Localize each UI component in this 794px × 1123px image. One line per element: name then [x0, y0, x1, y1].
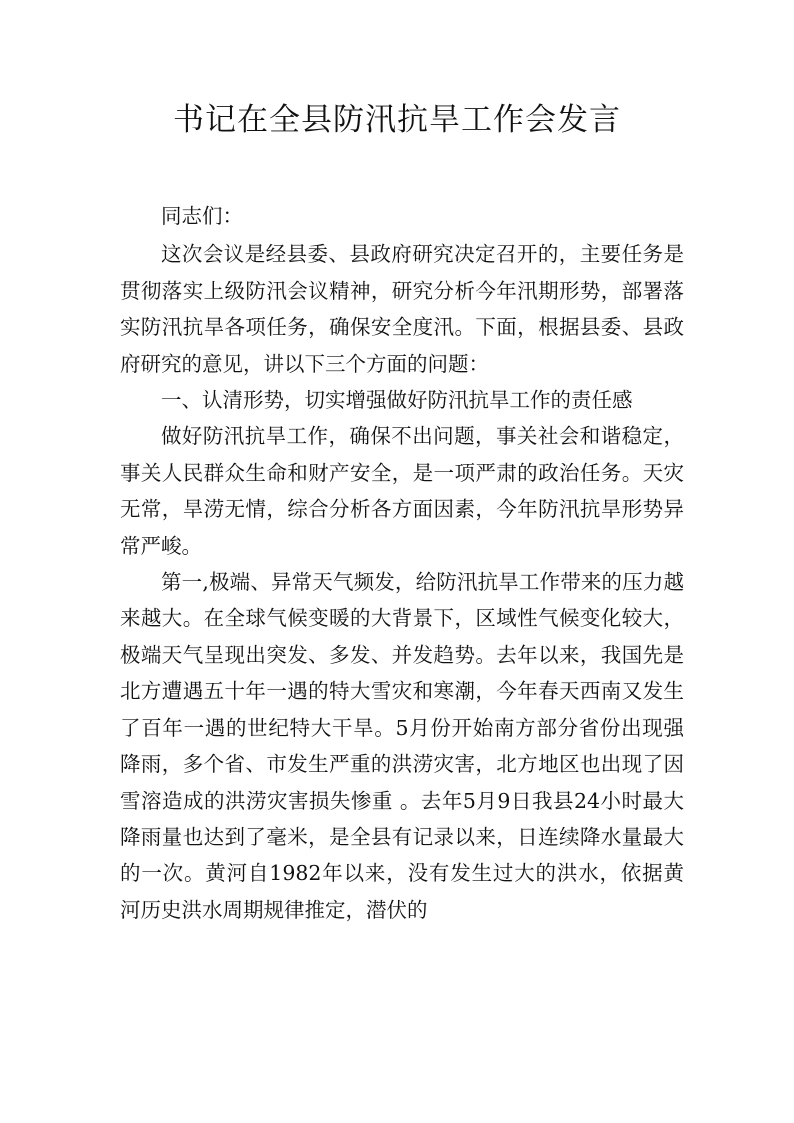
- paragraph-situation: 做好防汛抗旱工作，确保不出问题，事关社会和谐稳定，事关人民群众生命和财产安全，是一项严肃的政治任务。天灾无常，旱涝无情，综合分析各方面因素，今年防汛抗旱形势异常严峻。: [120, 424, 684, 558]
- document-title: 书记在全县防汛抗旱工作会发言: [173, 102, 621, 138]
- paragraph-intro: 这次会议是经县委、县政府研究决定召开的，主要任务是贯彻落实上级防汛会议精神，研究分析今年汛期形势，部署落实防汛抗旱各项任务，确保安全度汛。下面，根据县委、县政府研究的意见，讲以下三个方面的问题：: [120, 242, 684, 376]
- paragraph-point-1: 第一,极端、异常天气频发，给防汛抗旱工作带来的压力越来越大。在全球气候变暖的大背景下，区域性气候变化较大，极端天气呈现出突发、多发、并发趋势。去年以来，我国先是北方遭遇五十年一遇的特大雪灾和寒潮，今年春天西南又发生了百年一遇的世纪特大干旱。5月份开始南方部分省份出现强降雨，多个省、市发生严重的洪涝灾害，北方地区也出现了因雪溶造成的洪涝灾害损失惨重 。去年5月9日我县24小时最大降雨量也达到了毫米，是全县有记录以来，日连续降水量最大的一次。黄河自1982年以来，没有发生过大的洪水，依据黄河历史洪水周期规律推定，潜伏的: [120, 570, 684, 922]
- section-heading-1: 一、认清形势，切实增强做好防汛抗旱工作的责任感: [161, 388, 633, 413]
- document-body: [120, 198, 684, 928]
- salutation: 同志们：: [161, 204, 243, 228]
